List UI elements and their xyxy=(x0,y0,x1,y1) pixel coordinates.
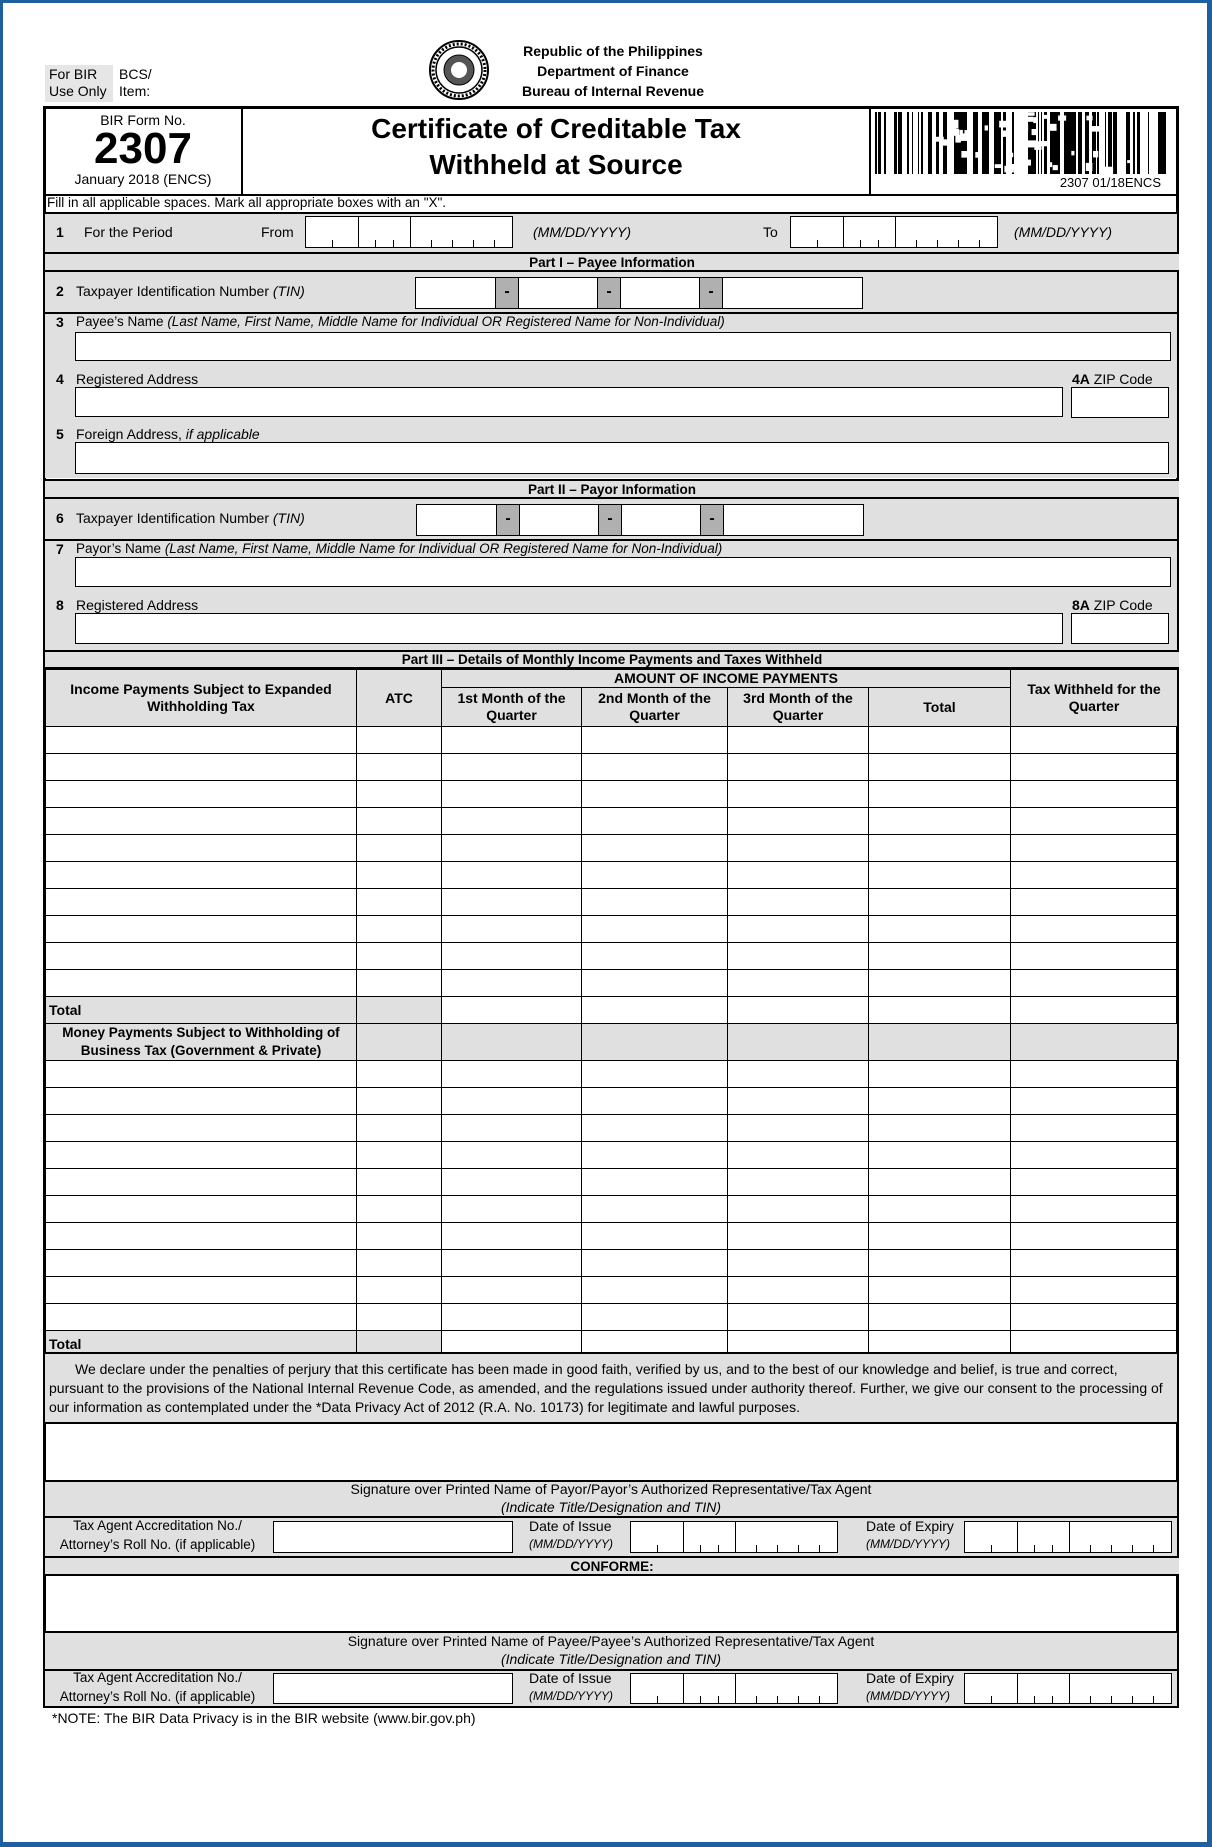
privacy-note: *NOTE: The BIR Data Privacy is in the BIR website (www.bir.gov.ph) xyxy=(52,1710,476,1726)
period-to-date[interactable] xyxy=(790,216,998,248)
table-cell[interactable] xyxy=(46,781,357,808)
table-cell[interactable] xyxy=(1011,1250,1178,1277)
table-cell[interactable] xyxy=(442,1169,582,1196)
table-cell[interactable] xyxy=(582,1196,728,1223)
payor-zip-label: 8A ZIP Code xyxy=(1072,597,1153,613)
table-cell[interactable] xyxy=(869,1061,1011,1088)
item-number-8: 8 xyxy=(56,597,64,613)
payor-agent-label-2: Attorney’s Roll No. (if applicable) xyxy=(59,1537,256,1552)
table-cell[interactable] xyxy=(728,889,869,916)
payee-name-label: Payee’s Name (Last Name, First Name, Middle Name for Individual OR Registered Name for Non-Individual) xyxy=(76,314,725,329)
table-cell[interactable] xyxy=(46,808,357,835)
table-cell[interactable] xyxy=(582,943,728,970)
table-cell[interactable] xyxy=(582,1304,728,1331)
payee-address-label: Registered Address xyxy=(76,371,199,387)
table-cell[interactable] xyxy=(869,754,1011,781)
table-row xyxy=(46,1277,1178,1304)
payor-tin-field[interactable]: - - - xyxy=(416,504,864,536)
table-cell[interactable] xyxy=(869,1142,1011,1169)
agency-line-2: Department of Finance xyxy=(537,63,689,79)
item-number-3: 3 xyxy=(56,314,64,330)
payor-expiry-label: Date of Expiry xyxy=(866,1518,954,1534)
agency-line-3: Bureau of Internal Revenue xyxy=(521,83,705,99)
table-cell[interactable] xyxy=(582,1115,728,1142)
table-cell[interactable] xyxy=(582,1061,728,1088)
table-cell[interactable] xyxy=(869,862,1011,889)
table-cell[interactable] xyxy=(357,1223,442,1250)
payee-issue-format: (MM/DD/YYYY) xyxy=(529,1689,613,1703)
payor-signature-hint: (Indicate Title/Designation and TIN) xyxy=(500,1499,722,1515)
payee-name-input[interactable] xyxy=(75,332,1171,361)
table-cell[interactable] xyxy=(357,1169,442,1196)
instructions-text: Fill in all applicable spaces. Mark all appropriate boxes with an "X". xyxy=(47,195,447,210)
payee-signature-hint: (Indicate Title/Designation and TIN) xyxy=(500,1651,722,1667)
table-cell[interactable] xyxy=(357,943,442,970)
table-cell[interactable] xyxy=(46,1169,357,1196)
bir-seal-icon xyxy=(428,39,490,101)
table-cell[interactable] xyxy=(1011,835,1178,862)
table-row xyxy=(46,1115,1178,1142)
foreign-address-label: Foreign Address, if applicable xyxy=(76,426,260,442)
form-no-label: BIR Form No. xyxy=(100,112,186,128)
table-cell[interactable] xyxy=(357,1277,442,1304)
col-atc-header: ATC xyxy=(357,670,442,727)
table-cell[interactable] xyxy=(1011,808,1178,835)
table-cell[interactable] xyxy=(728,1169,869,1196)
table-cell[interactable] xyxy=(869,970,1011,997)
table-cell[interactable] xyxy=(46,862,357,889)
part1-header: Part I – Payee Information xyxy=(45,252,1179,272)
payee-issue-label: Date of Issue xyxy=(529,1670,612,1686)
table-row xyxy=(46,1142,1178,1169)
table-cell[interactable] xyxy=(442,1250,582,1277)
barcode-code: 2307 01/18ENCS xyxy=(1059,175,1161,190)
table-cell[interactable] xyxy=(46,1142,357,1169)
table-cell[interactable] xyxy=(1011,727,1178,754)
table-cell[interactable] xyxy=(442,781,582,808)
payee-agent-label-1: Tax Agent Accreditation No./ xyxy=(73,1670,242,1685)
table-row xyxy=(46,1304,1178,1331)
table-row xyxy=(46,808,1178,835)
table-cell[interactable] xyxy=(357,1304,442,1331)
table-cell[interactable] xyxy=(442,970,582,997)
col-m1-header: 1st Month of the Quarter xyxy=(442,688,582,727)
table-cell[interactable] xyxy=(582,1088,728,1115)
table-cell[interactable] xyxy=(869,835,1011,862)
table-row xyxy=(46,889,1178,916)
table-cell[interactable] xyxy=(582,835,728,862)
table-cell[interactable] xyxy=(46,1115,357,1142)
table-row xyxy=(46,1169,1178,1196)
table-cell[interactable] xyxy=(869,1196,1011,1223)
table-cell[interactable] xyxy=(869,1277,1011,1304)
table-cell[interactable] xyxy=(442,1223,582,1250)
table-cell[interactable] xyxy=(442,1277,582,1304)
table-cell[interactable] xyxy=(869,808,1011,835)
table-cell[interactable] xyxy=(1011,781,1178,808)
payor-signature-space[interactable] xyxy=(45,1424,1177,1480)
item-number-1: 1 xyxy=(56,224,64,240)
payor-address-label: Registered Address xyxy=(76,597,199,613)
table-cell[interactable] xyxy=(442,754,582,781)
table-cell[interactable] xyxy=(582,916,728,943)
table-cell[interactable] xyxy=(357,1142,442,1169)
table-cell[interactable] xyxy=(582,781,728,808)
table-row xyxy=(46,781,1178,808)
table-cell[interactable] xyxy=(582,889,728,916)
table-cell[interactable] xyxy=(357,862,442,889)
table-cell[interactable] xyxy=(46,1061,357,1088)
col-total-header: Total xyxy=(869,688,1011,727)
table-row xyxy=(46,1088,1178,1115)
form-date: January 2018 (ENCS) xyxy=(74,171,212,187)
period-to-label: To xyxy=(763,224,778,240)
payee-issue-date[interactable] xyxy=(630,1673,838,1704)
table-cell[interactable] xyxy=(442,889,582,916)
payor-address-input[interactable] xyxy=(75,613,1063,644)
table-cell[interactable] xyxy=(46,727,357,754)
payor-signature-label: Signature over Printed Name of Payor/Payor’s Authorized Representative/Tax Agent xyxy=(350,1481,872,1497)
table-cell[interactable] xyxy=(442,835,582,862)
table-cell[interactable] xyxy=(869,1304,1011,1331)
table-cell[interactable] xyxy=(728,1088,869,1115)
table-cell[interactable] xyxy=(728,727,869,754)
payor-tin-label: Taxpayer Identification Number (TIN) xyxy=(76,510,305,526)
table-cell[interactable] xyxy=(46,1250,357,1277)
part3-header: Part III – Details of Monthly Income Payments and Taxes Withheld xyxy=(45,650,1179,669)
payee-tin-field[interactable]: - - - xyxy=(415,277,863,309)
table-cell[interactable] xyxy=(728,1223,869,1250)
table-cell[interactable] xyxy=(357,1061,442,1088)
table-row xyxy=(46,1250,1178,1277)
table-cell[interactable] xyxy=(46,1223,357,1250)
form-page xyxy=(3,3,1207,1842)
table-cell[interactable] xyxy=(357,727,442,754)
payor-agent-label-1: Tax Agent Accreditation No./ xyxy=(73,1518,242,1533)
total-cell[interactable] xyxy=(442,997,582,1024)
table-cell[interactable] xyxy=(1011,889,1178,916)
agency-line-1: Republic of the Philippines xyxy=(523,43,703,59)
table-cell[interactable] xyxy=(728,970,869,997)
item-number-7: 7 xyxy=(56,541,64,557)
table-cell[interactable] xyxy=(46,1196,357,1223)
period-from-label: From xyxy=(261,224,294,240)
part2-header: Part II – Payor Information xyxy=(45,479,1179,499)
total-row-label: Total xyxy=(46,997,357,1024)
table-cell[interactable] xyxy=(357,754,442,781)
payor-issue-date[interactable] xyxy=(630,1521,838,1553)
table-cell[interactable] xyxy=(582,1169,728,1196)
table-cell[interactable] xyxy=(869,1250,1011,1277)
table-cell[interactable] xyxy=(869,727,1011,754)
table-cell[interactable] xyxy=(46,916,357,943)
table-cell[interactable] xyxy=(1011,1115,1178,1142)
table-cell[interactable] xyxy=(582,1277,728,1304)
total-cell[interactable] xyxy=(1011,997,1178,1024)
table-cell[interactable] xyxy=(869,1115,1011,1142)
table-cell[interactable] xyxy=(728,808,869,835)
table-cell[interactable] xyxy=(728,1304,869,1331)
table-cell[interactable] xyxy=(357,808,442,835)
payee-signature-space[interactable] xyxy=(45,1576,1177,1631)
table-cell[interactable] xyxy=(442,808,582,835)
table-cell[interactable] xyxy=(869,889,1011,916)
table-cell[interactable] xyxy=(442,727,582,754)
table-cell[interactable] xyxy=(357,916,442,943)
item-number-5: 5 xyxy=(56,426,64,442)
col-income-header: Income Payments Subject to Expanded Withholding Tax xyxy=(46,670,357,727)
table-cell[interactable] xyxy=(46,943,357,970)
payee-zip-label: 4A ZIP Code xyxy=(1072,371,1153,387)
period-label: For the Period xyxy=(84,224,173,240)
table-cell[interactable] xyxy=(728,862,869,889)
income-rows xyxy=(46,727,1178,997)
payee-expiry-format: (MM/DD/YYYY) xyxy=(866,1689,950,1703)
table-cell[interactable] xyxy=(728,1061,869,1088)
for-bir-label: For BIR xyxy=(49,66,98,82)
table-cell[interactable] xyxy=(582,1250,728,1277)
payee-expiry-label: Date of Expiry xyxy=(866,1670,954,1686)
col-amount-header: AMOUNT OF INCOME PAYMENTS xyxy=(442,670,1011,688)
table-cell[interactable] xyxy=(442,862,582,889)
table-cell[interactable] xyxy=(582,727,728,754)
table-cell[interactable] xyxy=(442,1061,582,1088)
bcs-label: BCS/ xyxy=(119,66,152,82)
table-cell[interactable] xyxy=(357,1250,442,1277)
table-cell[interactable] xyxy=(582,754,728,781)
money-payments-label: Money Payments Subject to Withholding of Business Tax (Government & Private) xyxy=(46,1024,357,1061)
table-cell[interactable] xyxy=(357,889,442,916)
money-rows xyxy=(46,1061,1178,1331)
payor-name-input[interactable] xyxy=(75,557,1171,587)
table-cell[interactable] xyxy=(1011,1169,1178,1196)
table-cell[interactable] xyxy=(1011,862,1178,889)
table-cell[interactable] xyxy=(728,1196,869,1223)
payor-issue-format: (MM/DD/YYYY) xyxy=(529,1537,613,1551)
table-cell[interactable] xyxy=(357,970,442,997)
table-cell[interactable] xyxy=(357,835,442,862)
table-cell[interactable] xyxy=(728,1250,869,1277)
table-cell[interactable] xyxy=(869,1223,1011,1250)
total2-row-label: Total xyxy=(46,1331,357,1358)
table-cell[interactable] xyxy=(442,1115,582,1142)
table-cell[interactable] xyxy=(1011,970,1178,997)
table-cell[interactable] xyxy=(869,943,1011,970)
table-cell[interactable] xyxy=(1011,1142,1178,1169)
col-tax-header: Tax Withheld for the Quarter xyxy=(1011,670,1178,727)
income-table xyxy=(45,669,1178,1358)
period-to-format: (MM/DD/YYYY) xyxy=(1014,224,1112,240)
table-row xyxy=(46,754,1178,781)
table-cell[interactable] xyxy=(728,754,869,781)
table-cell[interactable] xyxy=(1011,1277,1178,1304)
table-cell[interactable] xyxy=(582,1142,728,1169)
table-cell[interactable] xyxy=(442,943,582,970)
table-row xyxy=(46,727,1178,754)
payee-agent-input[interactable] xyxy=(273,1673,513,1704)
payor-zip-input[interactable] xyxy=(1071,613,1169,644)
total-cell[interactable] xyxy=(582,997,728,1024)
payor-expiry-date[interactable] xyxy=(964,1521,1172,1553)
table-cell[interactable] xyxy=(728,835,869,862)
period-from-format: (MM/DD/YYYY) xyxy=(533,224,631,240)
table-cell[interactable] xyxy=(1011,1061,1178,1088)
table-cell[interactable] xyxy=(582,1223,728,1250)
table-cell[interactable] xyxy=(46,754,357,781)
table-cell[interactable] xyxy=(582,808,728,835)
table-cell[interactable] xyxy=(869,781,1011,808)
form-title-2: Withheld at Source xyxy=(429,149,683,180)
table-cell[interactable] xyxy=(728,781,869,808)
payee-agent-label-2: Attorney’s Roll No. (if applicable) xyxy=(59,1689,256,1704)
table-cell[interactable] xyxy=(728,1277,869,1304)
table-cell[interactable] xyxy=(1011,1088,1178,1115)
table-cell[interactable] xyxy=(357,781,442,808)
item-number-2: 2 xyxy=(56,283,64,299)
col-m2-header: 2nd Month of the Quarter xyxy=(582,688,728,727)
table-row xyxy=(46,943,1178,970)
col-m3-header: 3rd Month of the Quarter xyxy=(728,688,869,727)
table-cell[interactable] xyxy=(1011,916,1178,943)
barcode-icon xyxy=(875,112,1169,174)
conforme-header: CONFORME: xyxy=(45,1556,1179,1576)
table-cell[interactable] xyxy=(582,970,728,997)
table-cell[interactable] xyxy=(46,1088,357,1115)
table-cell[interactable] xyxy=(728,1115,869,1142)
table-cell[interactable] xyxy=(442,1196,582,1223)
use-only-label: Use Only xyxy=(49,83,107,99)
item-number-4: 4 xyxy=(56,371,64,387)
table-cell[interactable] xyxy=(46,835,357,862)
total-cell[interactable] xyxy=(869,997,1011,1024)
table-cell[interactable] xyxy=(442,916,582,943)
table-cell[interactable] xyxy=(1011,1196,1178,1223)
table-cell[interactable] xyxy=(442,1142,582,1169)
table-cell[interactable] xyxy=(1011,1304,1178,1331)
table-cell[interactable] xyxy=(46,970,357,997)
table-row xyxy=(46,862,1178,889)
total-cell[interactable] xyxy=(728,997,869,1024)
payee-signature-label: Signature over Printed Name of Payee/Payee’s Authorized Representative/Tax Agent xyxy=(347,1633,875,1649)
table-cell[interactable] xyxy=(728,916,869,943)
table-cell[interactable] xyxy=(1011,754,1178,781)
table-cell[interactable] xyxy=(1011,1223,1178,1250)
table-row xyxy=(46,1196,1178,1223)
period-from-date[interactable] xyxy=(305,216,513,248)
table-cell[interactable] xyxy=(728,943,869,970)
item-label: Item: xyxy=(119,83,151,99)
table-cell[interactable] xyxy=(46,889,357,916)
table-row xyxy=(46,916,1178,943)
table-cell[interactable] xyxy=(582,862,728,889)
table-cell[interactable] xyxy=(869,916,1011,943)
table-row xyxy=(46,1223,1178,1250)
table-cell[interactable] xyxy=(869,1169,1011,1196)
table-cell[interactable] xyxy=(728,1142,869,1169)
table-cell[interactable] xyxy=(46,1304,357,1331)
item-number-6: 6 xyxy=(56,510,64,526)
foreign-address-input[interactable] xyxy=(75,442,1169,474)
payee-address-input[interactable] xyxy=(75,387,1063,417)
table-cell[interactable] xyxy=(442,1304,582,1331)
declaration-text: We declare under the penalties of perjury that this certificate has been made in good faith, verified by us, and to the best of our knowledge and belief, is true and correct, pursuant to the provisions of the National Internal Revenue Code, as amended, and the regulations issued under authority thereof. Further, we give our consent to the processing of our information as contemplated under the *Data Privacy Act of 2012 (R.A. No. 10173) for legitimate and lawful purposes. xyxy=(45,1352,1177,1424)
table-cell[interactable] xyxy=(357,1115,442,1142)
table-cell[interactable] xyxy=(869,1088,1011,1115)
payor-expiry-format: (MM/DD/YYYY) xyxy=(866,1537,950,1551)
payee-tin-label: Taxpayer Identification Number (TIN) xyxy=(76,283,305,299)
table-cell[interactable] xyxy=(357,1196,442,1223)
payor-name-label: Payor’s Name (Last Name, First Name, Middle Name for Individual OR Registered Name for Non-Individual) xyxy=(76,541,723,556)
table-cell[interactable] xyxy=(1011,943,1178,970)
payor-agent-input[interactable] xyxy=(273,1521,513,1553)
table-cell[interactable] xyxy=(357,1088,442,1115)
table-cell[interactable] xyxy=(46,1277,357,1304)
table-row xyxy=(46,835,1178,862)
form-number: 2307 xyxy=(94,124,192,173)
payee-zip-input[interactable] xyxy=(1071,387,1169,418)
table-cell[interactable] xyxy=(442,1088,582,1115)
table-row xyxy=(46,1061,1178,1088)
form-title-1: Certificate of Creditable Tax xyxy=(371,113,741,144)
payee-expiry-date[interactable] xyxy=(964,1673,1172,1704)
table-row xyxy=(46,970,1178,997)
payor-issue-label: Date of Issue xyxy=(529,1518,612,1534)
